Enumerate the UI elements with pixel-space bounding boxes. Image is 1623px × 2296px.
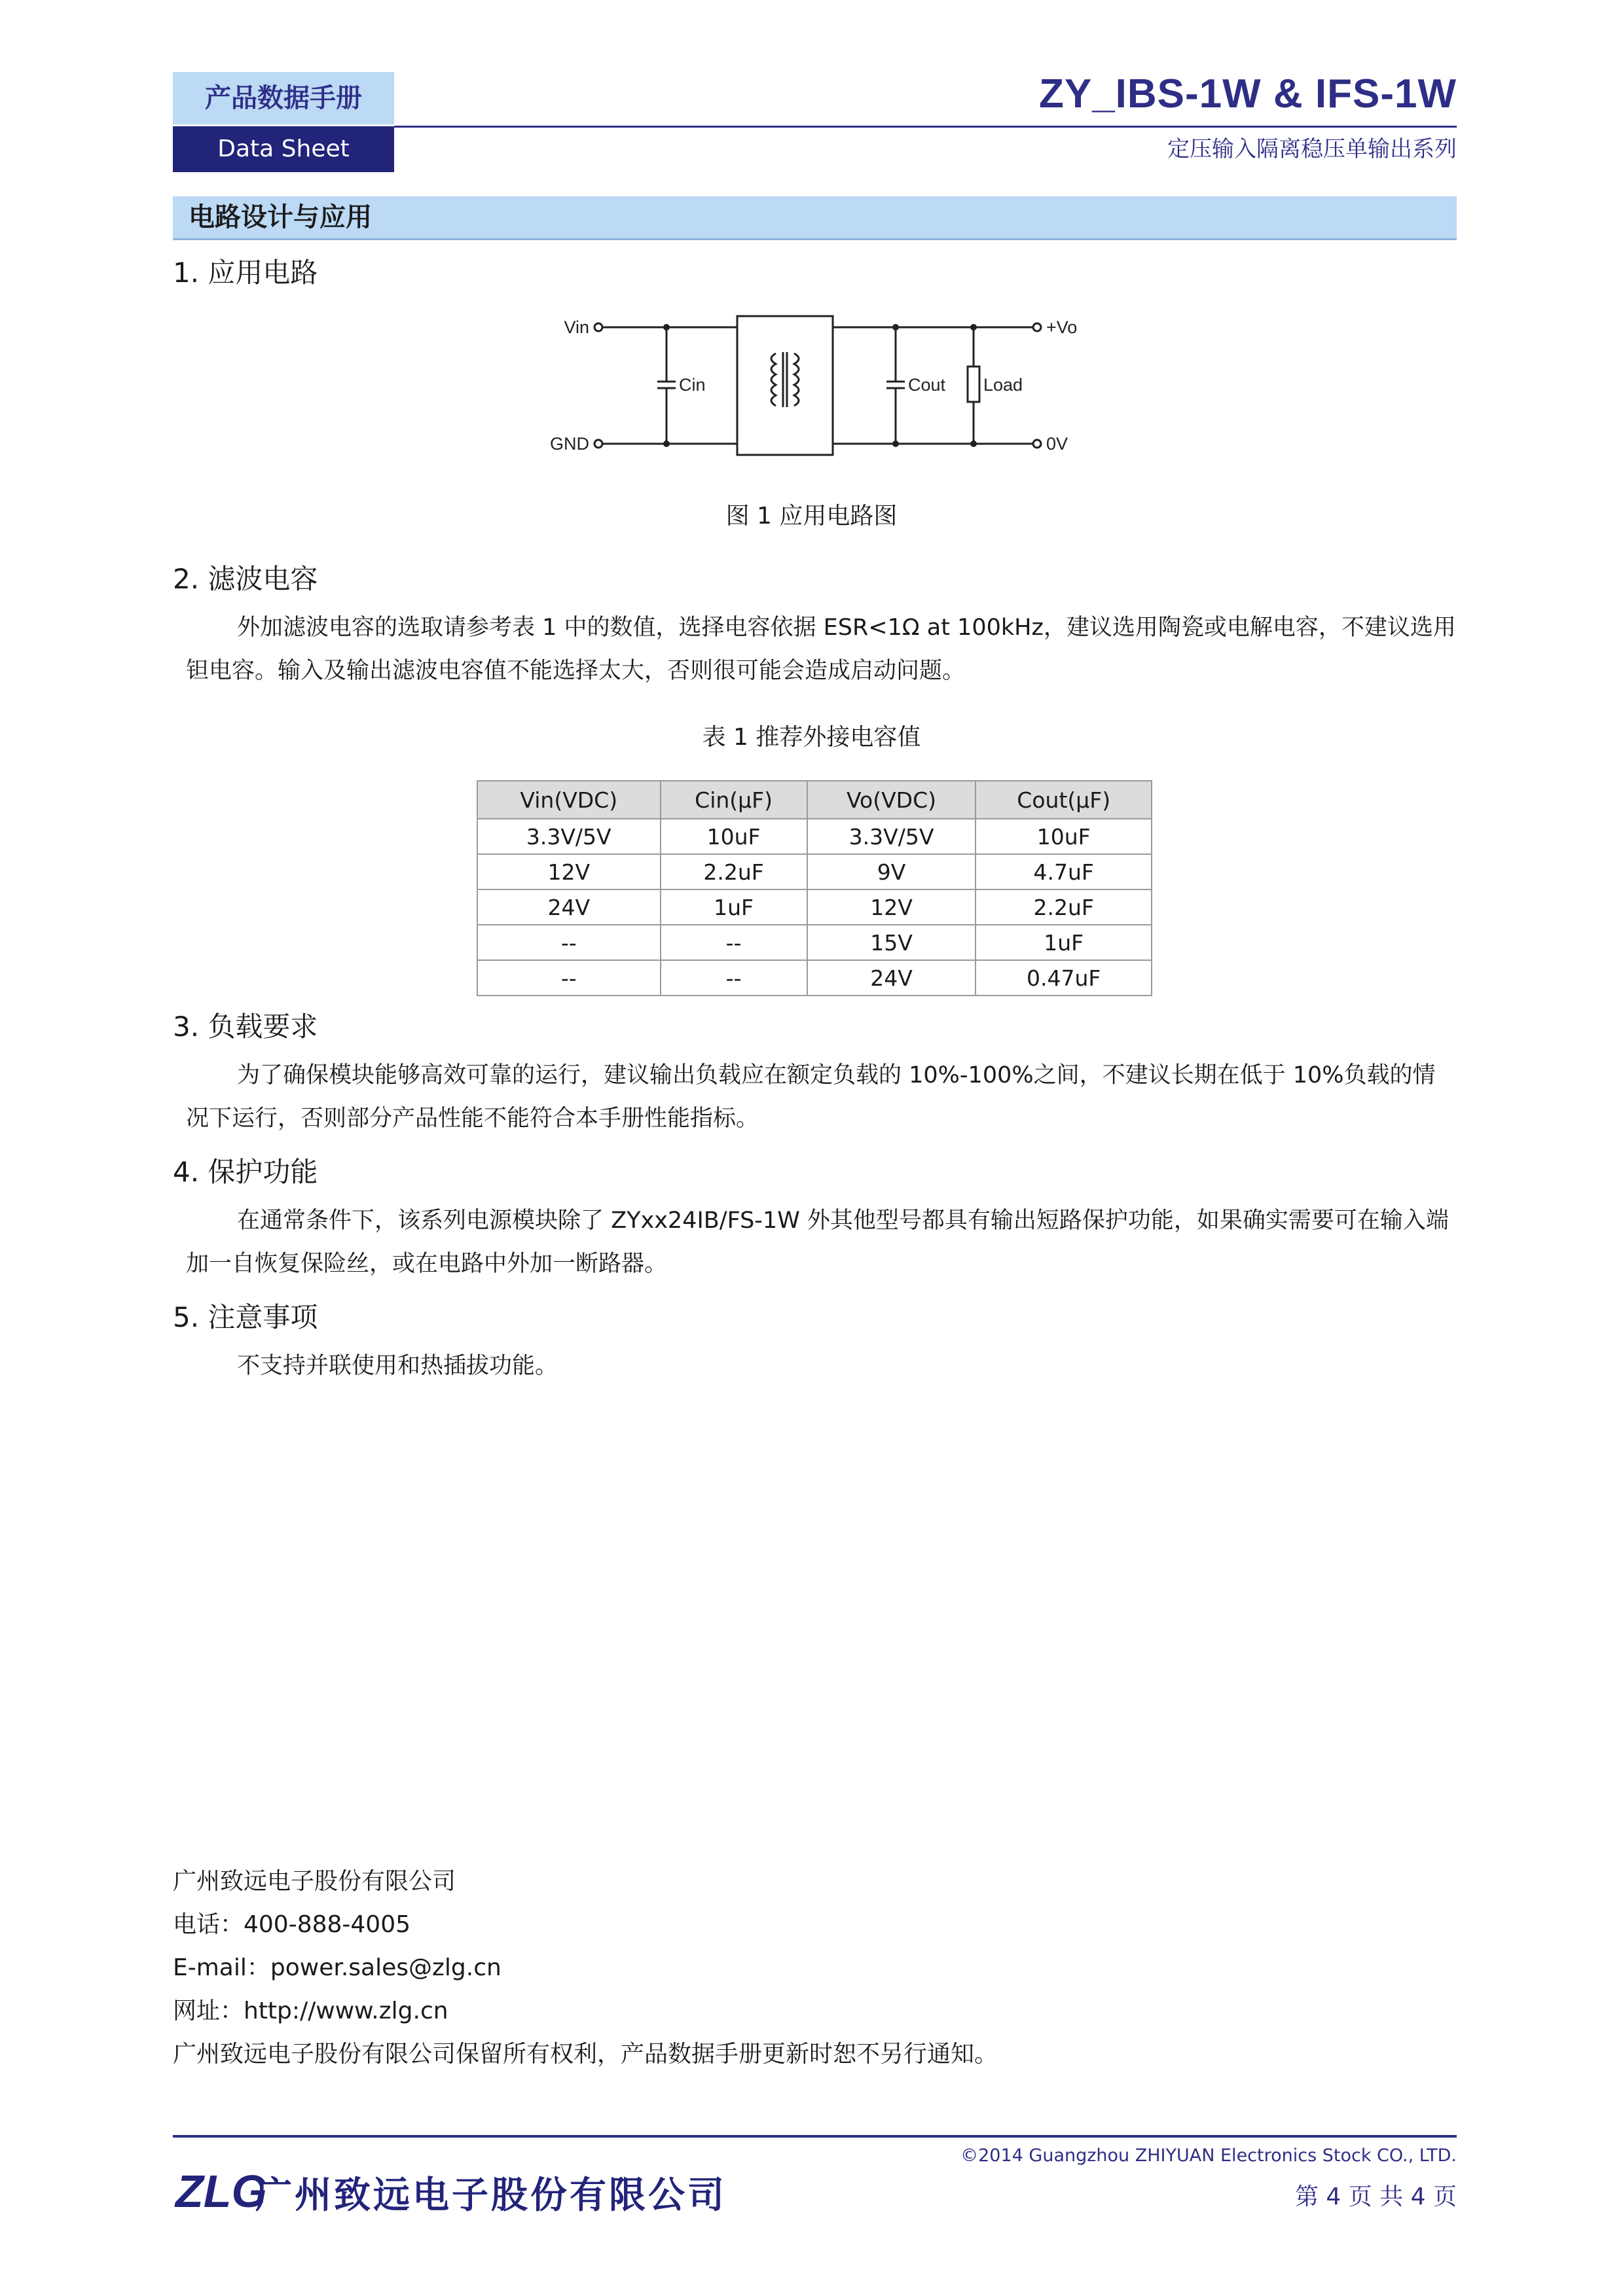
heading-application-circuit: 1. 应用电路 [173,257,318,289]
table-cell: 9V [807,854,976,889]
table-cell: 0.47uF [976,960,1152,996]
header-model-title: ZY_IBS-1W & IFS-1W [1038,71,1457,117]
footer-page-number: 第 4 页 共 4 页 [1294,2183,1457,2210]
table-cell: 15V [807,925,976,960]
capacitor-table [477,780,1152,996]
table-cell: -- [661,960,807,996]
section-title: 电路设计与应用 [189,202,372,232]
label-zero-v: 0V [1046,434,1068,454]
table-cell: 2.2uF [661,854,807,889]
table-cell: 3.3V/5V [807,819,976,854]
footer-divider [173,2135,1457,2138]
label-vin: Vin [564,317,589,337]
table-cell: 12V [807,889,976,925]
paragraph-filter-capacitors: 外加滤波电容的选取请参考表 1 中的数值，选择电容依据 ESR<1Ω at 100kHz，建议选用陶瓷或电解电容，不建议选用钽电容。输入及输出滤波电容值不能选择太大，否则很可能会造成启动问题。 [186,615,1456,684]
table-cell: -- [661,925,807,960]
table-row [477,960,1152,996]
table-row [477,889,1152,925]
table-cell: -- [477,925,661,960]
paragraph-load-requirements: 为了确保模块能够高效可靠的运行，建议输出负载应在额定负载的 10%-100%之间，不建议长期在低于 10%负载的情况下运行，否则部分产品性能不能符合本手册性能指标。 [186,1062,1436,1132]
table-cell: -- [477,960,661,996]
label-cin: Cin [679,375,706,395]
paragraph-protection: 在通常条件下，该系列电源模块除了 ZYxx24IB/FS-1W 外其他型号都具有输出短路保护功能，如果确实需要可在输入端加一自恢复保险丝，或在电路中外加一断路器。 [186,1208,1449,1277]
table-cell: 10uF [661,819,807,854]
table-cell: 1uF [976,925,1152,960]
contact-email: E-mail：power.sales@zlg.cn [173,1954,501,1981]
copyright-notice: 广州致远电子股份有限公司保留所有权利，产品数据手册更新时恕不另行通知。 [173,2041,998,2068]
label-load: Load [983,375,1023,395]
heading-notes: 5. 注意事项 [173,1301,318,1333]
table-cell: 10uF [976,819,1152,854]
col-vin: Vin(VDC) [477,781,661,819]
label-gnd: GND [550,434,589,454]
table-cell: 3.3V/5V [477,819,661,854]
contact-phone: 电话：400-888-4005 [173,1911,411,1938]
zlg-logo-icon [173,2160,267,2219]
heading-filter-capacitors: 2. 滤波电容 [173,563,318,595]
figure-caption: 图 1 应用电路图 [725,503,898,529]
table-cell: 4.7uF [976,854,1152,889]
table-cell: 2.2uF [976,889,1152,925]
table-header-row [477,781,1152,819]
table-caption: 表 1 推荐外接电容值 [702,724,921,751]
header-divider [394,126,1457,128]
header-series-subtitle: 定压输入隔离稳压单输出系列 [1167,136,1457,162]
table-row [477,925,1152,960]
table-cell: 1uF [661,889,807,925]
col-cout: Cout(μF) [976,781,1152,819]
table-cell: 24V [477,889,661,925]
label-cout: Cout [908,375,946,395]
table-cell: 12V [477,854,661,889]
table-cell: 24V [807,960,976,996]
header-tab: 产品数据手册 [173,72,394,124]
table-row [477,854,1152,889]
footer-company-name: 广州致远电子股份有限公司 [255,2174,727,2217]
svg-text:ZLG: ZLG [175,2166,267,2217]
paragraph-notes: 不支持并联使用和热插拔功能。 [237,1353,558,1379]
header-datasheet-label: Data Sheet [173,126,394,172]
contact-company: 广州致远电子股份有限公司 [173,1868,456,1895]
contact-website: 网址：http://www.zlg.cn [173,1998,448,2024]
heading-protection: 4. 保护功能 [173,1156,318,1188]
label-plus-vo: +Vo [1046,317,1078,337]
col-cin: Cin(μF) [661,781,807,819]
application-circuit-diagram [543,301,1106,465]
col-vo: Vo(VDC) [807,781,976,819]
footer-copyright: ©2014 Guangzhou ZHIYUAN Electronics Stock CO., LTD. [960,2145,1457,2166]
heading-load-requirements: 3. 负载要求 [173,1011,318,1043]
section-title-bar [173,196,1457,240]
table-row [477,819,1152,854]
